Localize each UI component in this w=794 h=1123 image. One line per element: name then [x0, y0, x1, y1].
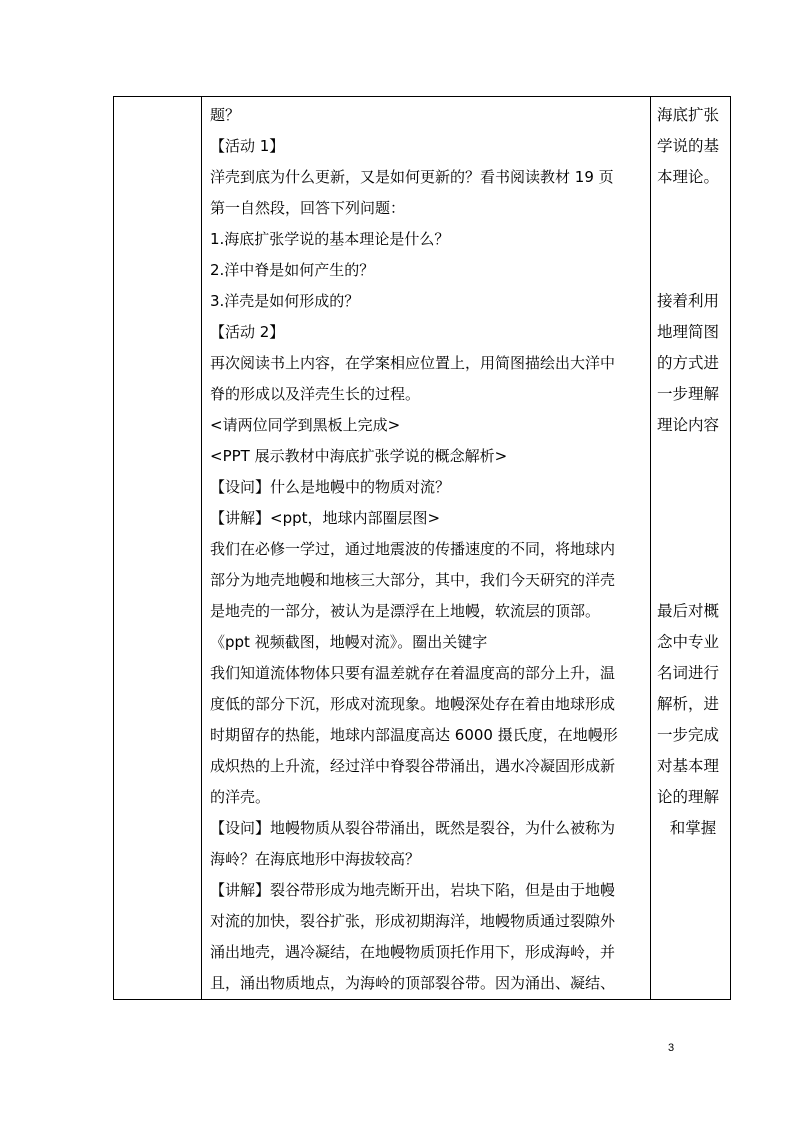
content-line: 我们在必修一学过，通过地震波的传播速度的不同，将地球内	[210, 540, 616, 558]
content-line: <请两位同学到黑板上完成>	[210, 416, 401, 434]
teaching-content-column	[210, 100, 646, 999]
content-line: 【活动 1】	[210, 137, 285, 155]
content-line: 3.洋壳是如何形成的？	[210, 292, 360, 310]
content-line: 题？	[210, 106, 241, 124]
page-number: 3	[668, 1042, 675, 1054]
content-line: 时期留存的热能，地球内部温度高达 6000 摄氏度，在地幔形	[210, 726, 618, 744]
content-line: 的洋壳。	[210, 788, 271, 806]
lesson-table	[113, 96, 731, 1000]
content-line: 我们知道流体物体只要有温差就存在着温度高的部分上升，温	[210, 664, 616, 682]
note-line: 学说的基	[657, 137, 720, 155]
note-line: 和掌握	[669, 819, 717, 837]
content-line: 【设问】什么是地幔中的物质对流？	[210, 478, 451, 496]
content-line: 2.洋中脊是如何产生的？	[210, 261, 375, 279]
content-line: 《ppt 视频截图，地幔对流》。圈出关键字	[210, 633, 488, 651]
content-line: 是地壳的一部分，被认为是漂浮在上地幔，软流层的顶部。	[210, 602, 601, 620]
content-line: 脊的形成以及洋壳生长的过程。	[210, 385, 421, 403]
note-line: 最后对概	[657, 602, 720, 620]
content-line: 对流的加快，裂谷扩张，形成初期海洋，地幔物质通过裂隙外	[210, 912, 616, 930]
note-line: 理论内容	[657, 416, 720, 434]
content-line: 度低的部分下沉，形成对流现象。地幔深处存在着由地球形成	[210, 695, 616, 713]
note-line: 的方式进	[657, 354, 720, 372]
content-line: 部分为地壳地幔和地核三大部分，其中，我们今天研究的洋壳	[210, 571, 616, 589]
content-line: 洋壳到底为什么更新，又是如何更新的？看书阅读教材 19 页	[210, 168, 614, 186]
column-divider-right	[650, 97, 651, 999]
note-line: 念中专业	[657, 633, 720, 651]
note-line: 解析，进	[657, 695, 720, 713]
note-line: 海底扩张	[657, 106, 720, 124]
content-line: 再次阅读书上内容，在学案相应位置上，用简图描绘出大洋中	[210, 354, 616, 372]
note-line: 对基本理	[657, 757, 720, 775]
note-line: 一步完成	[657, 726, 720, 744]
content-line: 海岭？在海底地形中海拔较高？	[210, 850, 421, 868]
content-line: 且，涌出物质地点，为海岭的顶部裂谷带。因为涌出、凝结、	[210, 974, 616, 992]
note-line: 地理简图	[657, 323, 720, 341]
content-line: <PPT 展示教材中海底扩张学说的概念解析>	[210, 447, 508, 465]
content-line: 【讲解】<ppt，地球内部圈层图>	[210, 509, 441, 527]
note-line: 名词进行	[657, 664, 720, 682]
content-line: 涌出地壳，遇冷凝结，在地幔物质顶托作用下，形成海岭，并	[210, 943, 616, 961]
column-divider-left	[201, 97, 202, 999]
note-line: 本理论。	[657, 168, 720, 186]
content-line: 【设问】地幔物质从裂谷带涌出，既然是裂谷，为什么被称为	[210, 819, 616, 837]
design-notes-column	[657, 100, 729, 844]
content-line: 【讲解】裂谷带形成为地壳断开出，岩块下陷，但是由于地幔	[210, 881, 616, 899]
content-line: 第一自然段，回答下列问题：	[210, 199, 406, 217]
content-line: 成炽热的上升流，经过洋中脊裂谷带涌出，遇水冷凝固形成新	[210, 757, 616, 775]
note-line: 一步理解	[657, 385, 720, 403]
content-line: 【活动 2】	[210, 323, 285, 341]
content-line: 1.海底扩张学说的基本理论是什么？	[210, 230, 450, 248]
note-line: 接着利用	[657, 292, 720, 310]
note-line: 论的理解	[657, 788, 720, 806]
